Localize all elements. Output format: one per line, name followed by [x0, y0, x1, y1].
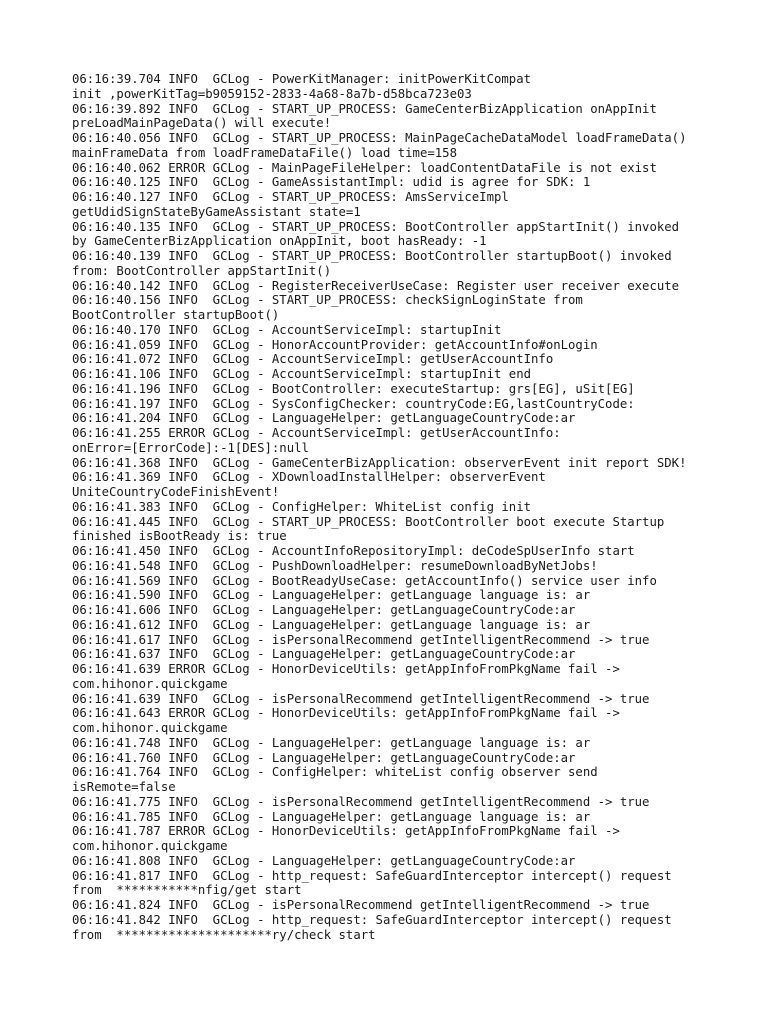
log-line: 06:16:41.808 INFO GCLog - LanguageHelper: getLanguageCountryCode:ar	[72, 853, 576, 868]
log-line: finished isBootReady is: true	[72, 529, 287, 544]
log-line: 06:16:41.606 INFO GCLog - LanguageHelper: getLanguageCountryCode:ar	[72, 603, 576, 617]
log-line: 06:16:40.125 INFO GCLog - GameAssistantImpl: udid is agree for SDK: 1	[72, 175, 591, 190]
log-line: getUdidSignStateByGameAssistant state=1	[72, 204, 361, 219]
log-line: onError=[ErrorCode]:-1[DES]:null	[72, 440, 309, 455]
log-line: 06:16:41.824 INFO GCLog - isPersonalRecommend getIntelligentRecommend -> true	[72, 898, 650, 912]
log-line: 06:16:40.139 INFO GCLog - START_UP_PROCESS: BootController startupBoot() invoked	[72, 249, 672, 263]
log-line: 06:16:41.383 INFO GCLog - ConfigHelper: WhiteList config init	[72, 499, 532, 514]
log-line: 06:16:41.639 INFO GCLog - isPersonalRecommend getIntelligentRecommend -> true	[72, 691, 650, 706]
log-line: mainFrameData from loadFrameDataFile() load time=158	[72, 145, 457, 160]
log-line: 06:16:40.056 INFO GCLog - START_UP_PROCESS: MainPageCacheDataModel loadFrameData()	[72, 131, 687, 145]
log-line: 06:16:41.643 ERROR GCLog - HonorDeviceUtils: getAppInfoFromPkgName fail ->	[72, 706, 620, 721]
log-line: com.hihonor.quickgame	[72, 839, 228, 853]
log-line: isRemote=false	[72, 780, 176, 794]
log-line: 06:16:41.764 INFO GCLog - ConfigHelper: whiteList config observer send	[72, 765, 598, 780]
log-line: 06:16:40.170 INFO GCLog - AccountServiceImpl: startupInit	[72, 322, 502, 337]
log-line: from ***********nfig/get start	[72, 883, 302, 898]
log-line: 06:16:41.842 INFO GCLog - http_request: SafeGuardInterceptor intercept() request	[72, 912, 672, 927]
log-line: 06:16:41.548 INFO GCLog - PushDownloadHelper: resumeDownloadByNetJobs!	[72, 558, 598, 573]
log-line: 06:16:41.445 INFO GCLog - START_UP_PROCESS: BootController boot execute Startup	[72, 514, 665, 529]
log-line: com.hihonor.quickgame	[72, 721, 228, 735]
log-line: 06:16:41.775 INFO GCLog - isPersonalRecommend getIntelligentRecommend -> true	[72, 794, 650, 809]
log-line: 06:16:41.569 INFO GCLog - BootReadyUseCase: getAccountInfo() service user info	[72, 573, 657, 588]
log-line: 06:16:41.368 INFO GCLog - GameCenterBizApplication: observerEvent init report SDK!	[72, 455, 687, 470]
log-line: 06:16:41.196 INFO GCLog - BootController: executeStartup: grs[EG], uSit[EG]	[72, 381, 635, 396]
log-line: 06:16:39.892 INFO GCLog - START_UP_PROCESS: GameCenterBizApplication onAppInit	[72, 101, 657, 116]
log-line: 06:16:41.617 INFO GCLog - isPersonalRecommend getIntelligentRecommend -> true	[72, 632, 650, 647]
log-line: 06:16:41.072 INFO GCLog - AccountServiceImpl: getUserAccountInfo	[72, 352, 554, 367]
log-line: 06:16:41.255 ERROR GCLog - AccountServiceImpl: getUserAccountInfo:	[72, 426, 561, 440]
log-line: com.hihonor.quickgame	[72, 676, 228, 691]
log-line: from: BootController appStartInit()	[72, 263, 332, 278]
log-line: 06:16:41.197 INFO GCLog - SysConfigChecker: countryCode:EG,lastCountryCode:	[72, 396, 635, 411]
log-line: 06:16:41.590 INFO GCLog - LanguageHelper: getLanguage language is: ar	[72, 588, 591, 603]
log-line: 06:16:41.785 INFO GCLog - LanguageHelper: getLanguage language is: ar	[72, 809, 591, 824]
log-line: from *********************ry/check start	[72, 927, 376, 942]
log-line: BootController startupBoot()	[72, 308, 280, 322]
log-line: init ,powerKitTag=b9059152-2833-4a68-8a7b-d58bca723e03	[72, 86, 472, 101]
log-line: by GameCenterBizApplication onAppInit, boot hasReady: -1	[72, 234, 487, 249]
log-line: 06:16:41.637 INFO GCLog - LanguageHelper: getLanguageCountryCode:ar	[72, 647, 576, 662]
log-line: 06:16:41.612 INFO GCLog - LanguageHelper: getLanguage language is: ar	[72, 617, 591, 632]
log-line: 06:16:40.127 INFO GCLog - START_UP_PROCESS: AmsServiceImpl	[72, 190, 509, 204]
log-line: 06:16:41.748 INFO GCLog - LanguageHelper: getLanguage language is: ar	[72, 735, 591, 750]
log-line: 06:16:41.760 INFO GCLog - LanguageHelper: getLanguageCountryCode:ar	[72, 750, 576, 765]
log-line: 06:16:41.204 INFO GCLog - LanguageHelper: getLanguageCountryCode:ar	[72, 411, 576, 426]
log-line: UniteCountryCodeFinishEvent!	[72, 485, 280, 499]
log-line: 06:16:41.787 ERROR GCLog - HonorDeviceUtils: getAppInfoFromPkgName fail ->	[72, 824, 620, 839]
log-line: 06:16:40.142 INFO GCLog - RegisterReceiverUseCase: Register user receiver execute	[72, 278, 680, 293]
log-line: 06:16:41.450 INFO GCLog - AccountInfoRepositoryImpl: deCodeSpUserInfo start	[72, 544, 635, 558]
log-line: 06:16:40.062 ERROR GCLog - MainPageFileHelper: loadContentDataFile is not exist	[72, 160, 657, 175]
log-line: 06:16:41.817 INFO GCLog - http_request: SafeGuardInterceptor intercept() request	[72, 868, 672, 883]
log-document	[72, 72, 712, 942]
log-line: 06:16:41.639 ERROR GCLog - HonorDeviceUtils: getAppInfoFromPkgName fail ->	[72, 662, 620, 676]
log-line: 06:16:40.156 INFO GCLog - START_UP_PROCESS: checkSignLoginState from	[72, 293, 583, 308]
log-line: preLoadMainPageData() will execute!	[72, 116, 332, 131]
log-line: 06:16:41.106 INFO GCLog - AccountServiceImpl: startupInit end	[72, 367, 532, 381]
log-line: 06:16:39.704 INFO GCLog - PowerKitManager: initPowerKitCompat	[72, 72, 532, 86]
log-line: 06:16:41.369 INFO GCLog - XDownloadInstallHelper: observerEvent	[72, 470, 546, 485]
log-line: 06:16:40.135 INFO GCLog - START_UP_PROCESS: BootController appStartInit() invoked	[72, 219, 680, 234]
log-line: 06:16:41.059 INFO GCLog - HonorAccountProvider: getAccountInfo#onLogin	[72, 337, 598, 352]
